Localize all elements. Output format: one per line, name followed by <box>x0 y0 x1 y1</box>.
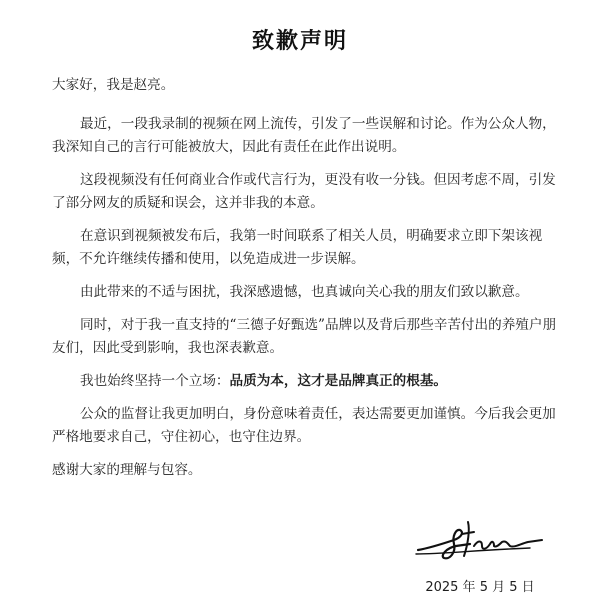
document-title: 致歉声明 <box>251 29 348 54</box>
handwritten-signature <box>410 514 550 564</box>
stance-prefix: 我也始终坚持一个立场： <box>80 373 230 389</box>
paragraph-6: 公众的监督让我更加明白，身份意味着责任，表达需要更加谨慎。今后我会更加严格地要求自己，守住初心，也守住边界。 <box>52 406 556 445</box>
document-date: 2025 年 5 月 5 日 <box>425 580 535 595</box>
stance-paragraph <box>52 370 562 393</box>
paragraph-3: 在意识到视频被发布后，我第一时间联系了相关人员，明确要求立即下架该视频，不允许继续传播和使用，以免造成进一步误解。 <box>52 228 543 267</box>
statement-body <box>52 74 562 492</box>
closing-line: 感谢大家的理解与包容。 <box>52 462 202 478</box>
greeting: 大家好，我是赵亮。 <box>52 77 175 93</box>
paragraph-4: 由此带来的不适与困扰，我深感遗憾，也真诚向关心我的朋友们致以歉意。 <box>80 284 529 300</box>
paragraph-1: 最近，一段我录制的视频在网上流传，引发了一些误解和讨论。作为公众人物，我深知自己的言行可能被放大，因此有责任在此作出说明。 <box>52 116 556 155</box>
stance-bold: 品质为本，这才是品牌真正的根基。 <box>229 373 448 389</box>
paragraph-2: 这段视频没有任何商业合作或代言行为，更没有收一分钱。但因考虑不周，引发了部分网友的质疑和误会，这并非我的本意。 <box>52 172 556 211</box>
paragraph-5: 同时，对于我一直支持的“三德子好甄选”品牌以及背后那些辛苦付出的养殖户朋友们，因此受到影响，我也深表歉意。 <box>52 317 557 356</box>
